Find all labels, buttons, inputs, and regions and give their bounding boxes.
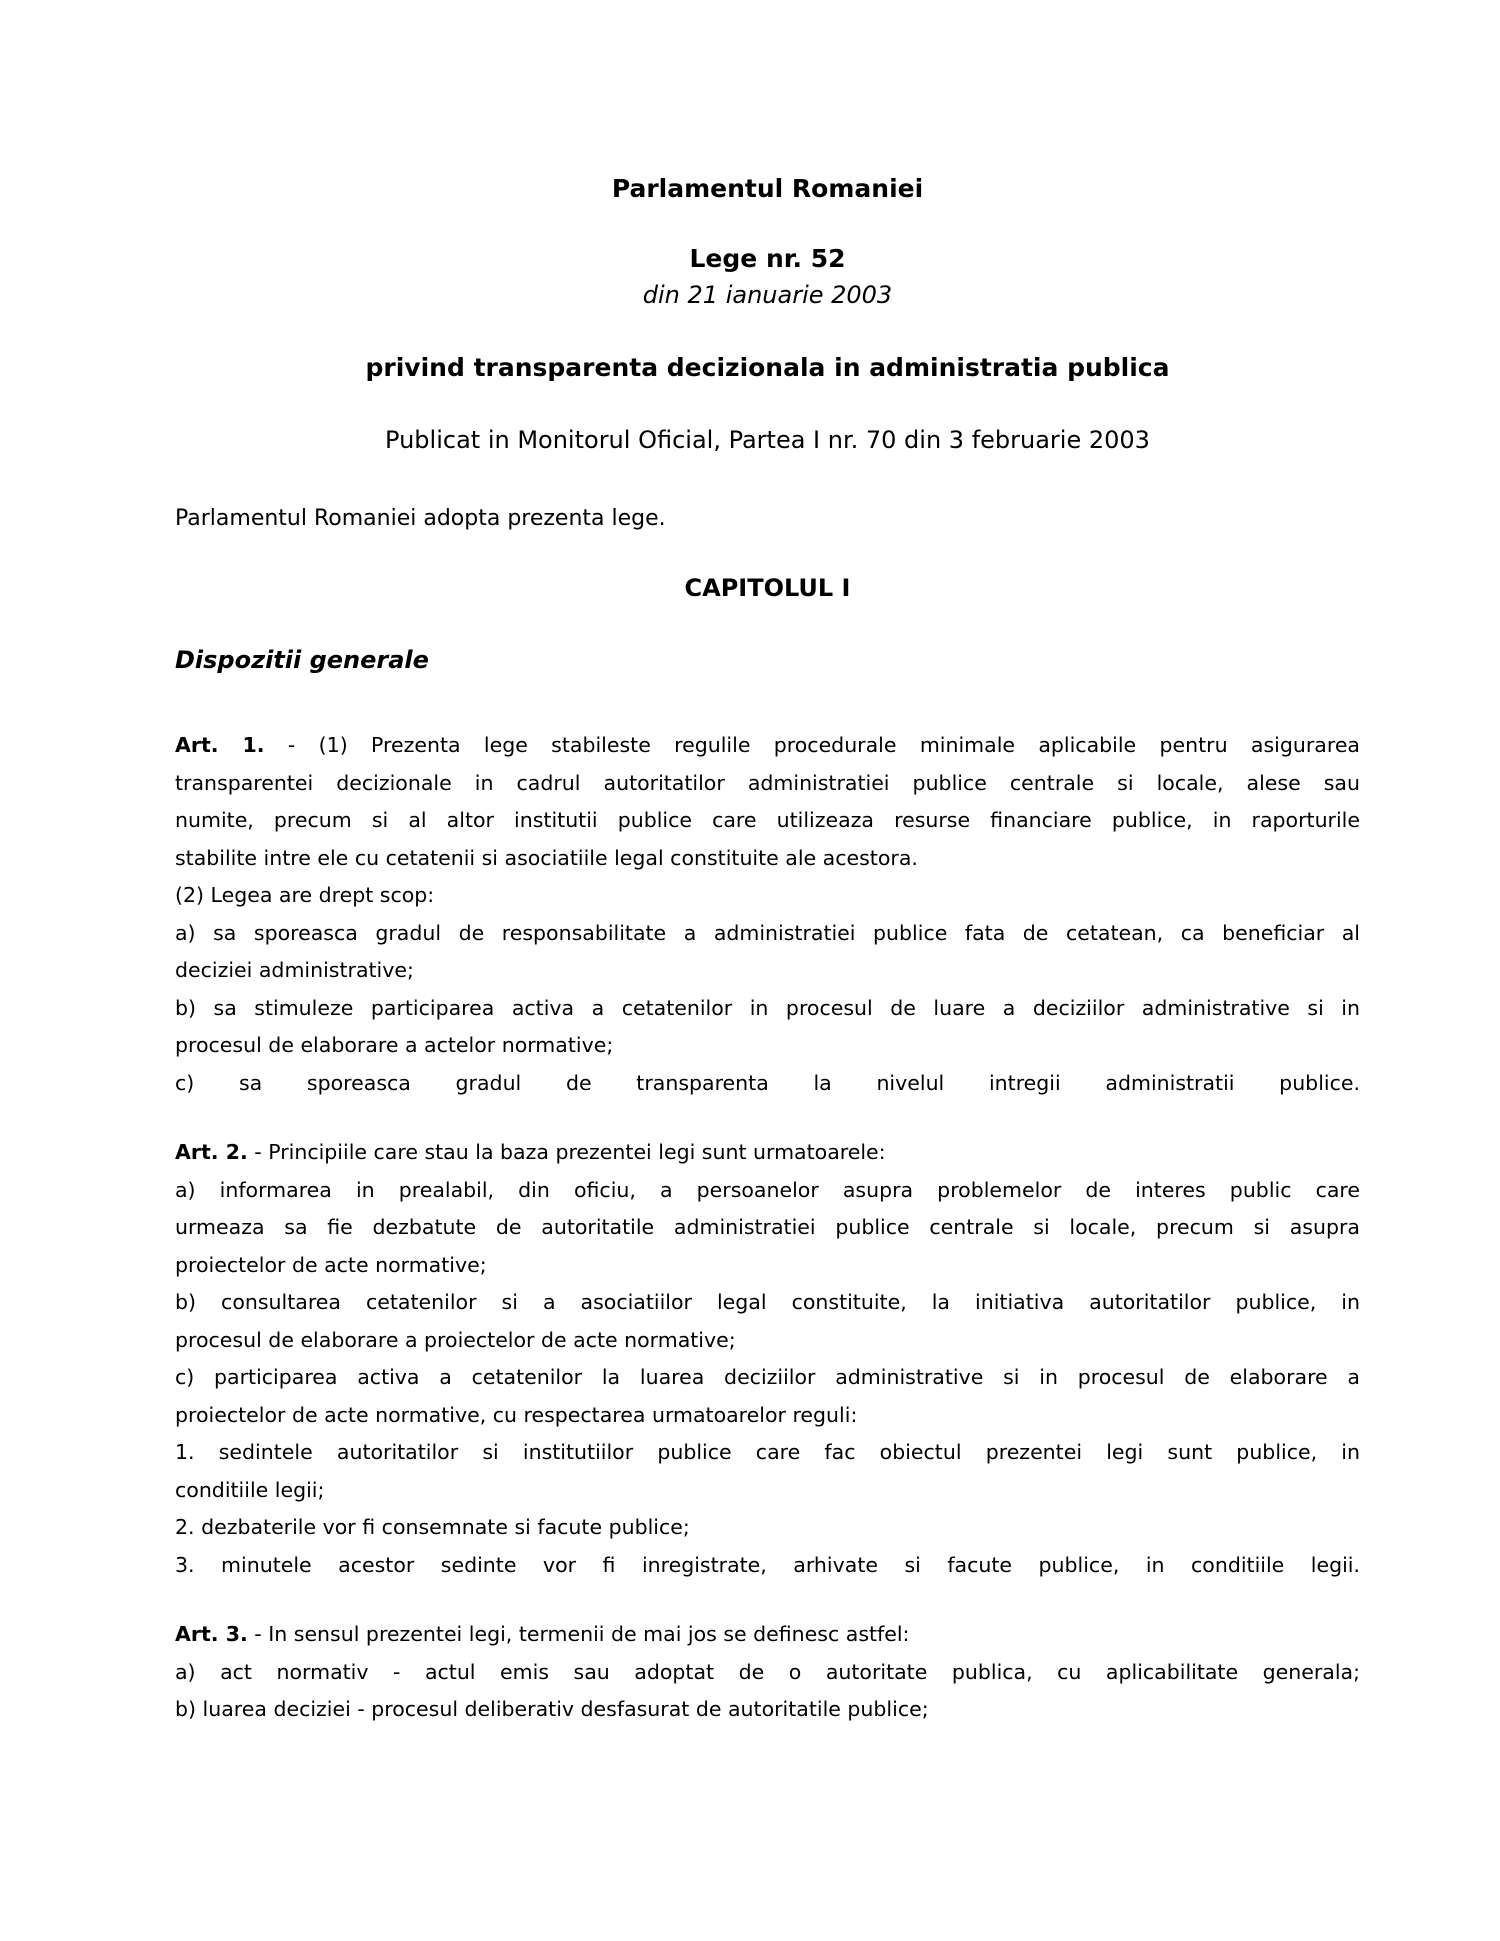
text-line: a) sa sporeasca gradul de responsabilitate a administratiei publice fata de cetatean, ca beneficiar al <box>175 920 1360 945</box>
law-date: din 21 ianuarie 2003 <box>642 281 893 309</box>
text-line <box>175 1134 1360 1172</box>
chapter-title: CAPITOLUL I <box>684 574 851 602</box>
text-line: (2) Legea are drept scop: <box>175 883 435 907</box>
text-line: deciziei administrative; <box>175 958 414 982</box>
article-label: Art. 2. <box>175 1140 248 1164</box>
text-line: c) sa sporeasca gradul de transparenta la nivelul intregii administratii publice. <box>175 1070 1360 1095</box>
text-line: a) informarea in prealabil, din oficiu, a persoanelor asupra problemelor de interes public care <box>175 1177 1360 1202</box>
text-line: urmeaza sa fie dezbatute de autoritatile administratiei publice centrale si locale, precum si asupra <box>175 1215 1360 1239</box>
article-first-line: - In sensul prezentei legi, termenii de mai jos se definesc astfel: <box>254 1622 910 1646</box>
text-line: proiectelor de acte normative; <box>175 1252 487 1277</box>
text-line: a) act normativ - actul emis sau adoptat de o autoritate publica, cu aplicabilitate generala; <box>175 1659 1360 1684</box>
article-label: Art. 3. <box>175 1622 248 1646</box>
text-line: numite, precum si al altor institutii publice care utilizeaza resurse financiare publice, in raporturile <box>175 808 1360 832</box>
law-number: Lege nr. 52 <box>689 244 846 273</box>
law-subject: privind transparenta decizionala in administratia publica <box>365 353 1170 382</box>
text-line: c) participarea activa a cetatenilor la luarea deciziilor administrative si in procesul de elaborare a <box>175 1365 1360 1389</box>
text-line: 2. dezbaterile vor fi consemnate si facute publice; <box>175 1515 690 1539</box>
text-line: b) luarea deciziei - procesul deliberativ desfasurat de autoritatile publice; <box>175 1697 929 1721</box>
institution-name: Parlamentul Romaniei <box>611 174 924 203</box>
text-line: procesul de elaborare a actelor normative; <box>175 1033 614 1057</box>
chapter-subtitle: Dispozitii generale <box>175 646 429 674</box>
article-3 <box>175 1616 1360 1729</box>
text-line: procesul de elaborare a proiectelor de acte normative; <box>175 1327 736 1352</box>
text-line: 3. minutele acestor sedinte vor fi inregistrate, arhivate si facute publice, in conditiile legii. <box>175 1552 1360 1577</box>
preamble-text: Parlamentul Romaniei adopta prezenta lege. <box>175 506 666 531</box>
text-line: transparentei decizionale in cadrul autoritatilor administratiei publice centrale si locale, alese sau <box>175 770 1360 795</box>
text-line: stabilite intre ele cu cetatenii si asociatiile legal constituite ale acestora. <box>175 845 918 870</box>
article-1 <box>175 727 1360 1102</box>
text-line <box>175 1616 1360 1654</box>
article-first-line: - Principiile care stau la baza prezentei legi sunt urmatoarele: <box>254 1140 886 1164</box>
text-line: 1. sedintele autoritatilor si institutiilor publice care fac obiectul prezentei legi sunt publice, in <box>175 1440 1360 1464</box>
text-line: proiectelor de acte normative, cu respectarea urmatoarelor reguli: <box>175 1402 858 1427</box>
law-body <box>175 727 1360 1729</box>
text-line: b) consultarea cetatenilor si a asociatiilor legal constituite, la initiativa autoritatilor publice, in <box>175 1290 1360 1314</box>
article-first-line: - (1) Prezenta lege stabileste regulile procedurale minimale aplicabile pentru asigurarea <box>287 733 1360 757</box>
text-line <box>175 727 1360 765</box>
text-line: b) sa stimuleze participarea activa a cetatenilor in procesul de luare a deciziilor administrative si in <box>175 995 1360 1020</box>
publication-note: Publicat in Monitorul Oficial, Partea I nr. 70 din 3 februarie 2003 <box>385 426 1150 454</box>
article-label: Art. 1. <box>175 733 265 757</box>
article-2 <box>175 1134 1360 1584</box>
text-line: conditiile legii; <box>175 1477 325 1502</box>
